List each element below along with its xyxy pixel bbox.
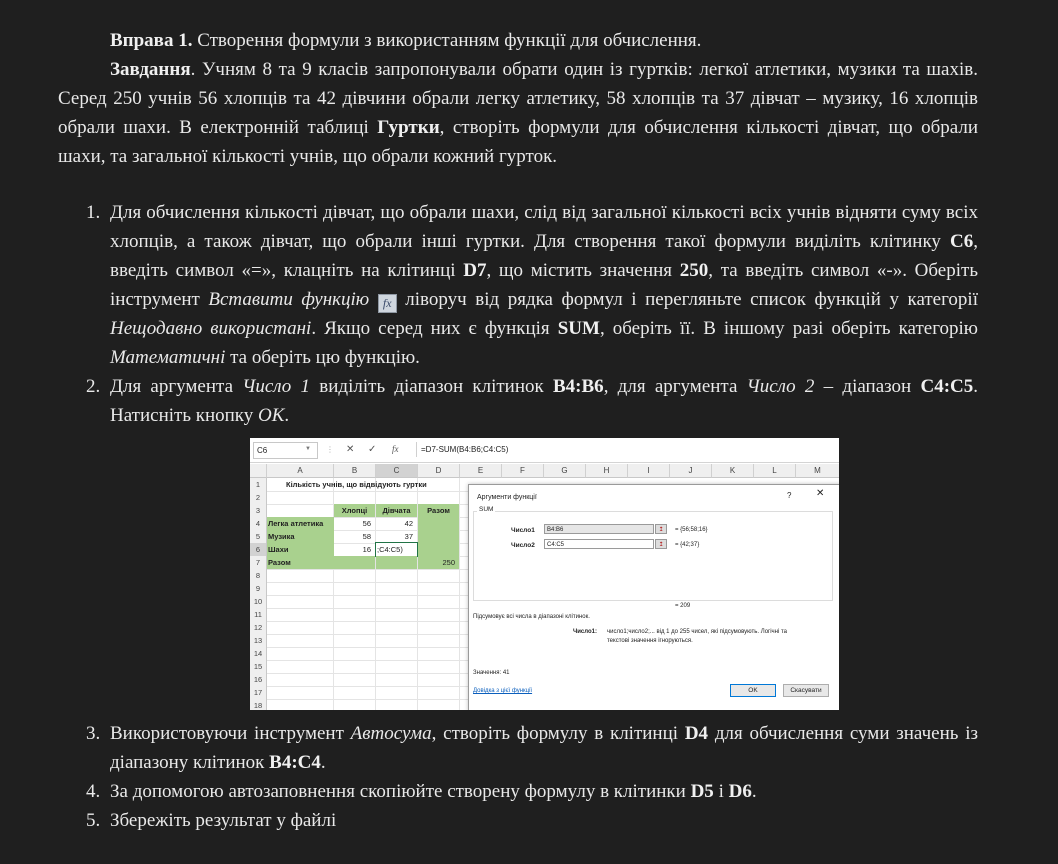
arg-help-label: Число1: [573, 629, 597, 635]
row-header[interactable]: 8 [250, 569, 267, 583]
excel-screenshot [250, 438, 839, 710]
header-girls[interactable]: Дівчата [376, 504, 417, 517]
enter-icon[interactable]: ✓ [368, 444, 377, 455]
step-number: 5. [86, 810, 101, 831]
task-label: Завдання [110, 59, 191, 80]
help-link[interactable]: Довідка з цієї функції [473, 688, 533, 694]
step-text: , що містить значення [486, 260, 680, 281]
cell-c4[interactable]: 42 [404, 519, 413, 528]
column-header[interactable]: A [267, 464, 334, 478]
row-header[interactable]: 1 [250, 478, 267, 492]
cell-b6[interactable]: 16 [362, 545, 371, 554]
header-boys[interactable]: Хлопці [334, 504, 375, 517]
name-box[interactable]: C6 [253, 442, 318, 459]
step-text: виділіть діапазон клітинок [310, 376, 553, 397]
select-all-corner[interactable] [250, 464, 267, 478]
dialog-title: Аргументи функції [477, 494, 537, 501]
cell-d5[interactable] [418, 530, 459, 543]
step-text: для обчислення суми значень із діапазону клітинок [110, 723, 978, 773]
column-header[interactable]: E [460, 464, 502, 478]
cell-d6[interactable] [418, 543, 459, 556]
category-name: Математичні [110, 347, 226, 368]
collapse-dialog-icon[interactable]: ↥ [655, 524, 667, 534]
row-label-chess[interactable]: Шахи [267, 543, 334, 556]
help-icon[interactable]: ? [787, 491, 792, 500]
insert-function-icon: fx [378, 294, 397, 313]
arg-help-text: число1;число2;... від 1 до 255 чисел, які підсумовують. Логічні та [607, 629, 788, 635]
function-arguments-dialog [468, 484, 839, 710]
row-header[interactable]: 17 [250, 686, 267, 700]
task-text-end: , створіть формули для обчислення кількості дівчат, що обрали шахи, та загальної кількості учнів, що обрали кожний гурток. [58, 117, 978, 167]
arg1-label: Число1 [511, 527, 535, 534]
step-text: , для аргумента [603, 376, 747, 397]
row-label-total[interactable]: Разом [267, 556, 334, 569]
step-text: . [320, 752, 326, 773]
row-label-athletics[interactable]: Легка атлетика [267, 517, 334, 530]
step-text: , та введіть символ «-». Оберіть інструмент [110, 260, 978, 310]
row-header[interactable]: 2 [250, 491, 267, 505]
column-header[interactable]: I [628, 464, 670, 478]
cell-d4[interactable] [418, 517, 459, 530]
step-number: 3. [86, 723, 101, 744]
step-text: . Натисніть кнопку [110, 376, 979, 426]
insert-function-icon[interactable]: fx [392, 444, 399, 454]
arg1-input[interactable]: B4:B6 [544, 524, 654, 534]
sheet-title[interactable]: Кількість учнів, що відвідують гуртки [286, 480, 427, 489]
step-3 [58, 719, 978, 777]
cancel-icon[interactable]: ✕ [346, 444, 355, 455]
cell-c6-editing[interactable]: ;C4:C5) [375, 542, 418, 557]
arg1-result: = {56;58;16} [675, 527, 708, 533]
header-total[interactable]: Разом [418, 504, 459, 517]
tool-name: Вставити функцію [208, 289, 370, 310]
step-text: Використовуючи інструмент [110, 723, 351, 744]
steps-list-bottom [58, 719, 978, 835]
row-header[interactable]: 15 [250, 660, 267, 674]
row-header[interactable]: 12 [250, 621, 267, 635]
argument-name: Число 1 [242, 376, 311, 397]
tool-name: Автосума [350, 723, 432, 744]
step-4 [58, 777, 978, 806]
divider: ⋮ [326, 445, 334, 454]
column-header[interactable]: B [334, 464, 376, 478]
row-header[interactable]: 4 [250, 517, 267, 531]
cell-b7[interactable] [334, 556, 375, 569]
column-header[interactable]: C [376, 464, 418, 478]
exercise-heading [58, 26, 978, 55]
column-header[interactable]: L [754, 464, 796, 478]
cell-b4[interactable]: 56 [362, 519, 371, 528]
function-name: SUM [479, 506, 494, 513]
row-header[interactable]: 7 [250, 556, 267, 570]
row-label-music[interactable]: Музика [267, 530, 334, 543]
task-text: . Учням 8 та 9 класів запропонували обрати один із гуртків: легкої атлетики, музики та шахів. Серед 250 учнів 56 хлопців та 42 дівчини обрали легку атлетику, 58 хлопців та 37 дівчат – музику, 16 хлопців обрали шахи. В електронній таблиці [58, 59, 978, 138]
function-description: Підсумовує всі числа в діапазоні клітинок. [473, 614, 590, 620]
cell-ref: D4 [684, 723, 709, 744]
row-header[interactable]: 16 [250, 673, 267, 687]
cell-b5[interactable]: 58 [362, 532, 371, 541]
exercise-title: Вправа 1. [110, 30, 193, 51]
formula-input[interactable]: =D7-SUM(B4:B6;C4:C5) [416, 442, 839, 457]
chevron-down-icon[interactable]: ▼ [305, 446, 311, 452]
arg2-input[interactable]: C4:C5 [544, 539, 654, 549]
cell-ref: С6 [950, 231, 974, 252]
step-text: , введіть символ «=», клацніть на клітинці [110, 231, 978, 281]
function-name: SUM [557, 318, 600, 339]
step-text: ліворуч від рядка формул і перегляньте список функцій у категорії [396, 289, 978, 310]
column-header[interactable]: M [796, 464, 839, 478]
exercise-text: Створення формули з використанням функції для обчислення. [192, 30, 702, 51]
step-1 [58, 198, 978, 372]
step-number: 4. [86, 781, 101, 802]
step-text: За допомогою автозаповнення скопіюйте створену формулу в клітинки [110, 781, 691, 802]
row-header[interactable]: 13 [250, 634, 267, 648]
step-2 [58, 372, 978, 430]
column-header[interactable]: F [502, 464, 544, 478]
row-header[interactable]: 18 [250, 699, 267, 710]
step-text: – діапазон [814, 376, 921, 397]
step-text: . Якщо серед них є функція [311, 318, 558, 339]
step-text: та оберіть цю функцію. [225, 347, 420, 368]
row-header[interactable]: 10 [250, 595, 267, 609]
step-text: , створіть формулу в клітинці [431, 723, 685, 744]
step-text: Для аргумента [110, 376, 243, 397]
column-header[interactable]: H [586, 464, 628, 478]
column-header[interactable]: G [544, 464, 586, 478]
step-text: . [284, 405, 290, 426]
step-text: і [713, 781, 729, 802]
range-ref: B4:B6 [553, 376, 604, 397]
close-icon[interactable]: ✕ [816, 488, 825, 499]
formula-bar [250, 438, 839, 463]
result-value: Значення: 41 [473, 670, 510, 676]
steps-list-top [58, 198, 978, 430]
value-ref: 250 [679, 260, 709, 281]
row-header[interactable]: 6 [250, 543, 267, 557]
arg2-result: = {42;37} [675, 542, 700, 548]
button-name: ОК [258, 405, 285, 426]
category-name: Нещодавно використані [110, 318, 312, 339]
row-header[interactable]: 3 [250, 504, 267, 518]
column-header[interactable]: J [670, 464, 712, 478]
cell-c5[interactable]: 37 [404, 532, 413, 541]
arg-help-text: текстові значення ігноруються. [607, 638, 693, 644]
step-text: Збережіть результат у файлі [110, 810, 337, 831]
column-header[interactable]: K [712, 464, 754, 478]
row-header[interactable]: 9 [250, 582, 267, 596]
task-table-name: Гуртки [377, 117, 440, 138]
cell-ref: D5 [690, 781, 714, 802]
cell-ref: D6 [728, 781, 752, 802]
column-header[interactable]: D [418, 464, 460, 478]
range-ref: B4:C4 [269, 752, 321, 773]
task-paragraph [58, 55, 978, 171]
cell-c7[interactable] [376, 556, 417, 569]
cancel-button[interactable]: Скасувати [783, 684, 829, 697]
argument-name: Число 2 [746, 376, 815, 397]
arg2-label: Число2 [511, 542, 535, 549]
step-number: 2. [86, 376, 101, 397]
row-header[interactable]: 5 [250, 530, 267, 544]
cell-ref: D7 [463, 260, 487, 281]
cell-d7[interactable]: 250 [418, 556, 459, 569]
row-header[interactable]: 14 [250, 647, 267, 661]
step-text: Для обчислення кількості дівчат, що обрали шахи, слід від загальної кількості всіх учнів відняти суму всіх хлопців, а також дівчат, що обрали інші гуртки. Для створення такої формули виділіть клітинку [110, 202, 978, 252]
ok-button[interactable]: OK [730, 684, 776, 697]
step-text: , оберіть її. В іншому разі оберіть категорію [599, 318, 979, 339]
range-ref: C4:C5 [920, 376, 974, 397]
step-5 [58, 806, 978, 835]
collapse-dialog-icon[interactable]: ↥ [655, 539, 667, 549]
row-header[interactable]: 11 [250, 608, 267, 622]
step-number: 1. [86, 202, 101, 223]
formula-result: = 209 [675, 603, 691, 609]
step-text: . [751, 781, 757, 802]
